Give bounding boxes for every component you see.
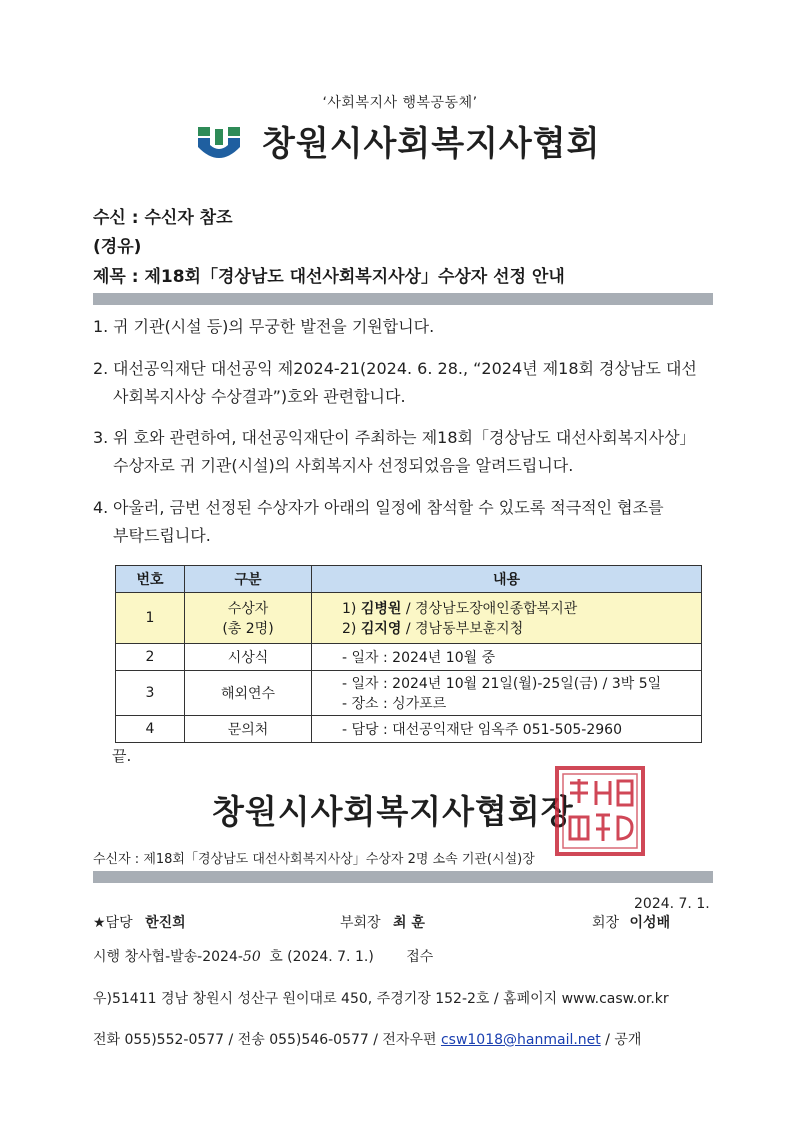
item-prefix: - bbox=[342, 650, 352, 666]
vice-president-label: 부회장 bbox=[340, 915, 381, 931]
paragraph-text-continued: 수상자로 귀 기관(시설)의 사회복지사 선정되었음을 알려드립니다. bbox=[113, 456, 574, 475]
organization-title: 창원시사회복지사협회 bbox=[262, 124, 601, 164]
official-seal-icon bbox=[554, 765, 646, 857]
schedule-table bbox=[115, 565, 702, 743]
enforcement-row bbox=[93, 946, 433, 966]
email-link[interactable]: csw1018@hanmail.net bbox=[440, 1032, 601, 1048]
item-line bbox=[342, 673, 697, 693]
row-content bbox=[312, 716, 702, 743]
row-content bbox=[312, 593, 702, 644]
paragraph-number: 2. bbox=[93, 359, 109, 378]
manager-label: ★담당 bbox=[93, 915, 133, 931]
address-line: 우)51411 경남 창원시 성산구 원이대로 450, 주경기장 152-2호 / 홈페이지 www.casw.or.kr bbox=[93, 991, 669, 1007]
table-row bbox=[116, 716, 702, 743]
awardee-org: / 경상남도장애인종합복지관 bbox=[401, 601, 578, 617]
item-prefix: 1) bbox=[342, 601, 361, 617]
row-number: 4 bbox=[116, 716, 185, 743]
slogan: ‘사회복지사 행복공동체’ bbox=[322, 95, 478, 111]
paragraph-number: 3. bbox=[93, 428, 109, 447]
subject-line: 제목 : 제18회「경상남도 대선사회복지사상」수상자 선정 안내 bbox=[93, 267, 565, 287]
item-text: 담당 : 대선공익재단 임옥주 051-505-2960 bbox=[351, 722, 622, 738]
paragraph-text: 위 호와 관련하여, 대선공익재단이 주최하는 제18회「경상남도 대선사회복지사상」 bbox=[113, 428, 696, 447]
table-row bbox=[116, 593, 702, 644]
signatory-title: 창원시사회복지사협회장 bbox=[212, 792, 574, 831]
document-date: 2024. 7. 1. bbox=[634, 896, 710, 912]
table-header-row bbox=[116, 566, 702, 593]
recipients-line: 수신자 : 제18회「경상남도 대선사회복지사상」수상자 2명 소속 기관(시설)장 bbox=[93, 852, 535, 867]
table-row bbox=[116, 671, 702, 716]
president-row bbox=[592, 912, 670, 932]
association-logo-icon bbox=[196, 125, 242, 161]
reception-label: 접수 bbox=[406, 949, 434, 965]
row-category: 시상식 bbox=[185, 644, 312, 671]
column-header: 번호 bbox=[116, 566, 185, 593]
enforcement-suffix: 호 (2024. 7. 1.) bbox=[269, 949, 374, 965]
body-paragraph-4 bbox=[93, 494, 723, 550]
enforcement-number: 50 bbox=[242, 949, 261, 965]
item-prefix: - bbox=[342, 722, 352, 738]
paragraph-number: 1. bbox=[93, 317, 109, 336]
body-paragraph-1 bbox=[93, 313, 723, 341]
item-prefix: 2) bbox=[342, 621, 361, 637]
manager-name: 한진희 bbox=[145, 915, 186, 931]
column-header: 구분 bbox=[185, 566, 312, 593]
row-number: 1 bbox=[116, 593, 185, 644]
column-header: 내용 bbox=[312, 566, 702, 593]
row-content bbox=[312, 671, 702, 716]
public-label: / 공개 bbox=[605, 1032, 642, 1048]
category-sublabel: (총 2명) bbox=[222, 621, 274, 637]
paragraph-text: 아울러, 금번 선정된 수상자가 아래의 일정에 참석할 수 있도록 적극적인 협조를 bbox=[113, 498, 664, 517]
awardee-line bbox=[342, 618, 697, 638]
awardee-org: / 경남동부보훈지청 bbox=[401, 621, 524, 637]
vice-president-name: 최 훈 bbox=[393, 915, 425, 931]
footer-divider-bar bbox=[93, 871, 713, 883]
row-category: 해외연수 bbox=[185, 671, 312, 716]
enforcement-prefix: 시행 창사협-발송-2024- bbox=[93, 949, 243, 965]
contact-row bbox=[93, 1029, 641, 1049]
awardee-line bbox=[342, 598, 697, 618]
row-category bbox=[185, 593, 312, 644]
row-content bbox=[312, 644, 702, 671]
contact-text: 전화 055)552-0577 / 전송 055)546-0577 / 전자우편 bbox=[93, 1032, 437, 1048]
awardee-name: 김지영 bbox=[360, 621, 402, 637]
recipient-line: 수신 : 수신자 참조 bbox=[93, 208, 233, 228]
item-line bbox=[342, 693, 697, 713]
body-paragraph-2 bbox=[93, 355, 723, 411]
paragraph-text: 대선공익재단 대선공익 제2024-21(2024. 6. 28., “2024년 제18회 경상남도 대선 bbox=[113, 359, 697, 378]
item-prefix: - bbox=[342, 676, 352, 692]
paragraph-text-continued: 사회복지사상 수상결과”)호와 관련합니다. bbox=[113, 387, 406, 406]
divider-bar bbox=[93, 293, 713, 305]
item-text: 일자 : 2024년 10월 21일(월)-25일(금) / 3박 5일 bbox=[351, 676, 662, 692]
manager-row bbox=[93, 912, 186, 932]
awardee-name: 김병원 bbox=[360, 601, 402, 617]
row-number: 3 bbox=[116, 671, 185, 716]
via-line: (경유) bbox=[93, 237, 142, 257]
president-name: 이성배 bbox=[629, 915, 671, 931]
row-number: 2 bbox=[116, 644, 185, 671]
item-text: 일자 : 2024년 10월 중 bbox=[351, 650, 496, 666]
body-paragraph-3 bbox=[93, 424, 723, 480]
row-category: 문의처 bbox=[185, 716, 312, 743]
table-row bbox=[116, 644, 702, 671]
paragraph-text-continued: 부탁드립니다. bbox=[113, 526, 211, 545]
end-mark: 끝. bbox=[112, 747, 132, 765]
paragraph-number: 4. bbox=[93, 498, 109, 517]
category-label: 수상자 bbox=[227, 601, 269, 617]
item-text: 장소 : 싱가포르 bbox=[351, 696, 447, 712]
vice-president-row bbox=[340, 912, 425, 932]
paragraph-text: 귀 기관(시설 등)의 무궁한 발전을 기원합니다. bbox=[113, 317, 435, 336]
item-prefix: - bbox=[342, 696, 352, 712]
president-label: 회장 bbox=[592, 915, 620, 931]
